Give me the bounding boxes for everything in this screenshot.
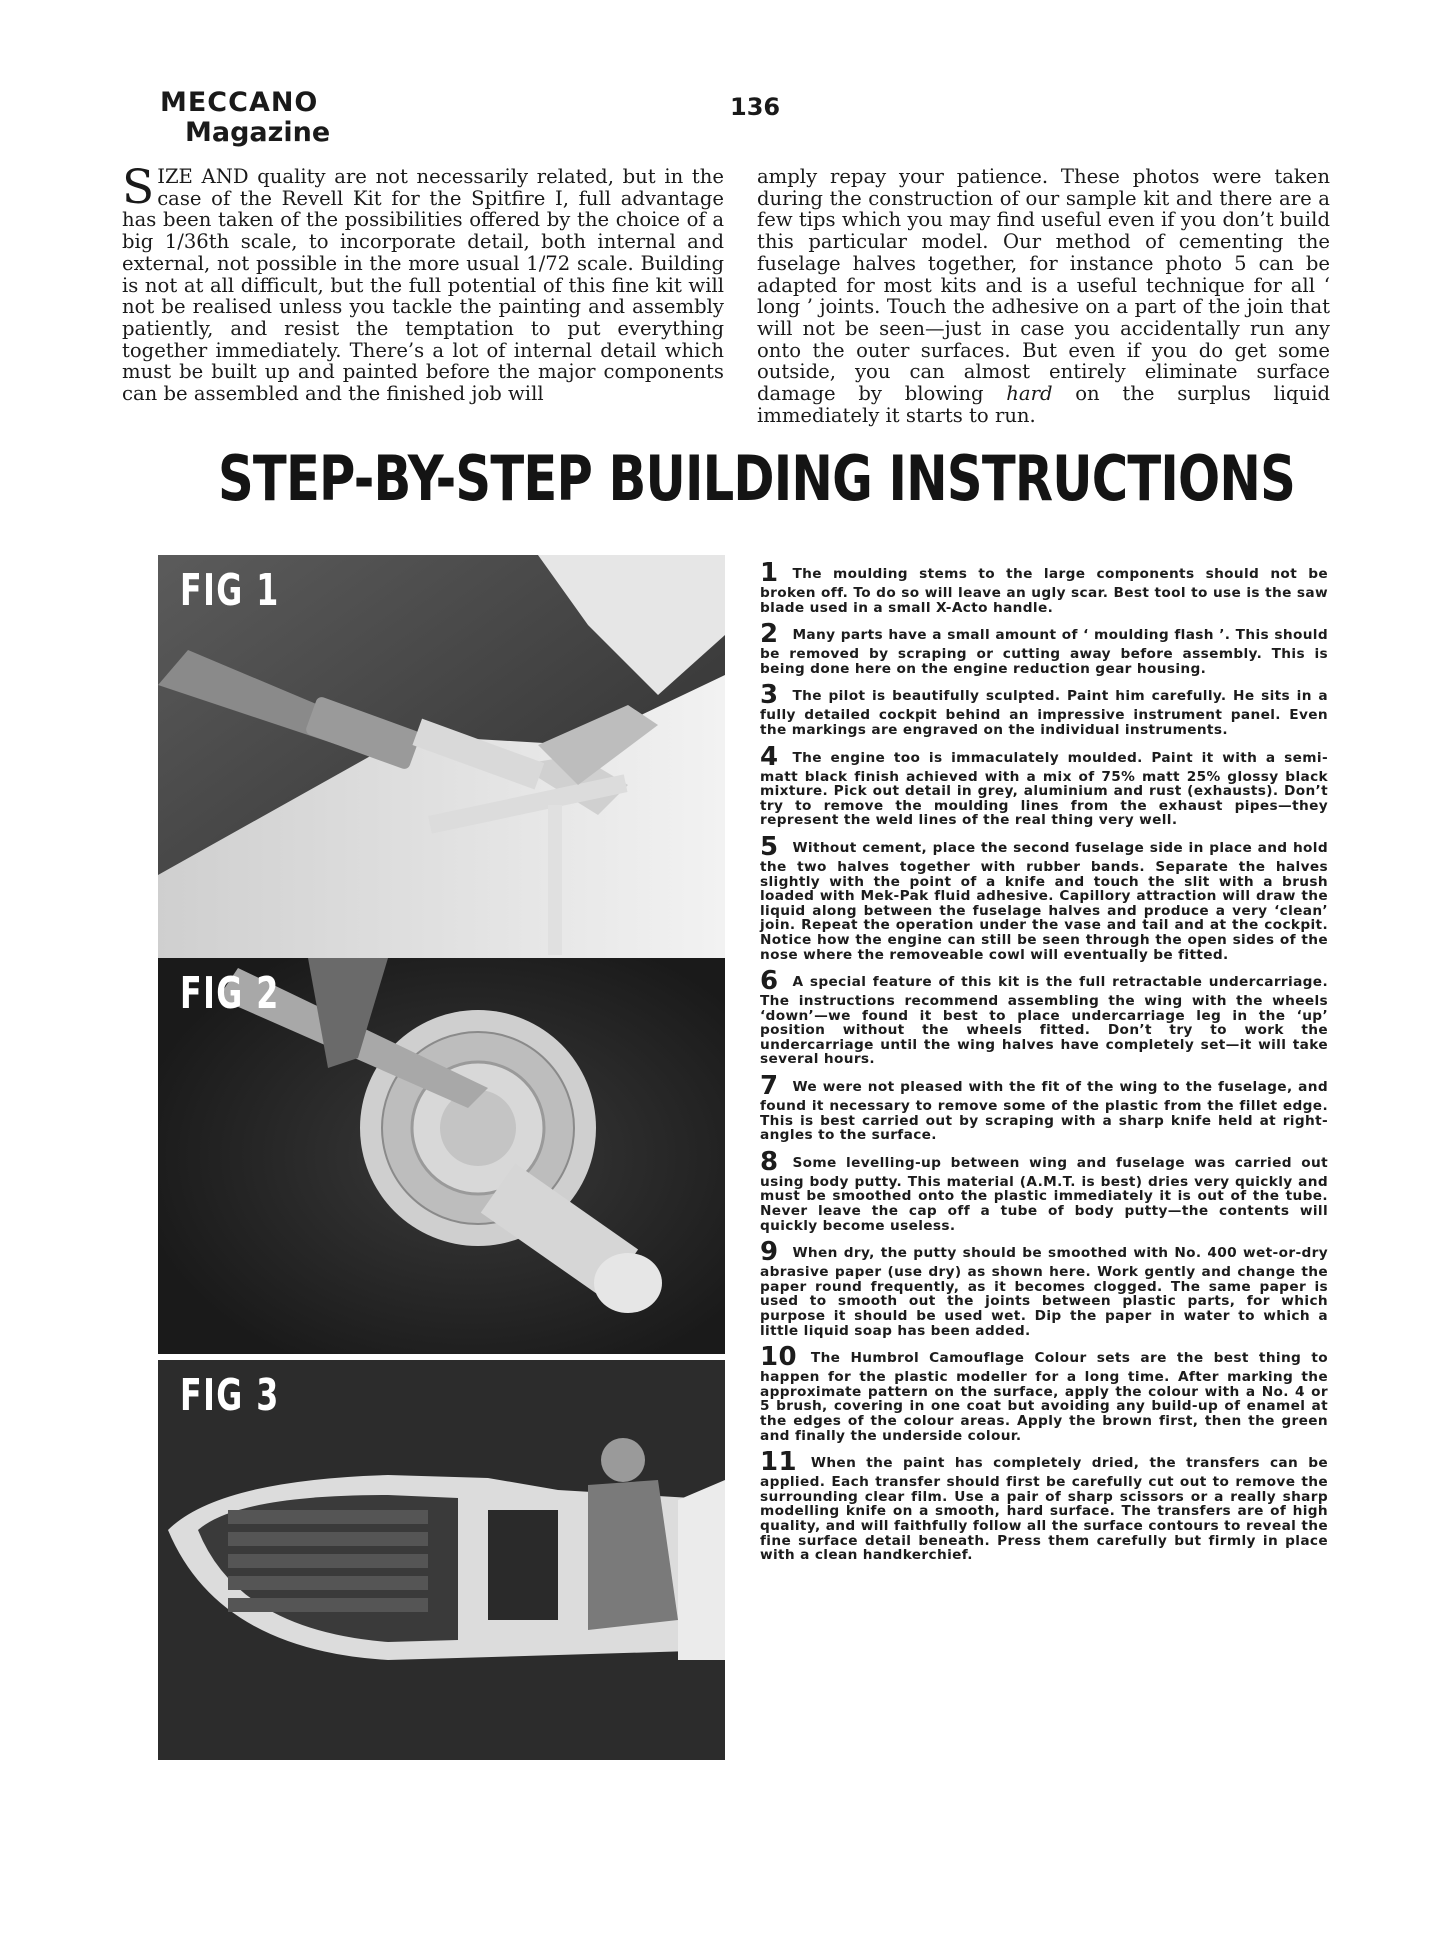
- masthead-subtitle: Magazine: [185, 117, 331, 149]
- step-number: 10: [760, 1342, 797, 1373]
- figure-1-label: FIG 1: [180, 565, 280, 616]
- step-text: When the paint has completely dried, the transfers can be applied. Each transfer should first be carefully cut out to remove the surrounding clear film. Use a pair of sharp scissors or a really sharp modelling knife on a smooth, hard surface. The transfers are of high quality, and will faithfully follow all the surface contours to reveal the fine surface detail beneath. Press them carefully but firmly in place with a clean handkerchief.: [760, 1455, 1328, 1564]
- step-number: 6: [760, 966, 779, 997]
- figure-2-photo: [158, 958, 725, 1354]
- step-item: [760, 968, 1328, 1067]
- intro-column-right: [757, 166, 1330, 426]
- step-item: [760, 621, 1328, 676]
- figure-1-photo: [158, 555, 725, 958]
- page-number: 136: [730, 93, 781, 121]
- step-text: Some levelling-up between wing and fuselage was carried out using body putty. This material (A.M.T. is best) dries very quickly and must be smoothed onto the plastic immediately it is out of the tube. Never leave the cap off a tube of body putty—the contents will quickly become useless.: [760, 1154, 1328, 1234]
- step-text: The moulding stems to the large components should not be broken off. To do so will leave an ugly scar. Best tool to use is the saw blade used in a small X-Acto handle.: [760, 566, 1328, 616]
- step-item: [760, 1146, 1328, 1234]
- step-number: 11: [760, 1447, 797, 1478]
- step-item: [760, 682, 1328, 737]
- intro-right-text-end: on the surplus liquid immediately it starts to run.: [757, 382, 1330, 427]
- step-text: When dry, the putty should be smoothed with No. 400 wet-or-dry abrasive paper (use dry) as shown here. Work gently and change the paper round frequently, as it becomes clogged. The same paper is used to smooth out the joints between plastic parts, for which purpose it should be used wet. Dip the paper in water to which a little liquid soap has been added.: [760, 1245, 1328, 1339]
- intro-column-left: [122, 160, 724, 406]
- step-text: The engine too is immaculately moulded. Paint it with a semi-matt black finish achieved with a mix of 75% matt 25% glossy black mixture. Pick out detail in grey, aluminium and rust (exhausts). Don’t try to remove the moulding lines from the exhaust pipes—they represent the weld lines of the real thing very well.: [760, 749, 1328, 829]
- instruction-steps: [760, 560, 1328, 1569]
- step-number: 3: [760, 680, 779, 711]
- step-text: Many parts have a small amount of ‘ moulding flash ’. This should be removed by scraping or cutting away before assembly. This is being done here on the engine reduction gear housing.: [760, 627, 1328, 677]
- headline: STEP-BY-STEP BUILDING INSTRUCTIONS: [218, 442, 1296, 515]
- figure-2-label: FIG 2: [180, 968, 280, 1019]
- step-item: [760, 560, 1328, 615]
- step-text: A special feature of this kit is the full retractable undercarriage. The instructions recommend assembling the wing with the wheels ‘down’—we found it best to place undercarriage leg in the ‘up’ position without the wheels fitted. Don’t try to work the undercarriage until the wing halves have completely set—it will take several hours.: [760, 974, 1328, 1068]
- step-item: [760, 1239, 1328, 1338]
- figure-3-label: FIG 3: [180, 1370, 280, 1421]
- masthead-title: MECCANO: [160, 87, 319, 118]
- drop-cap: S: [122, 160, 155, 215]
- intro-left-text: IZE AND quality are not necessarily related, but in the case of the Revell Kit for the Spitfire I, full advantage has been taken of the possibilities offered by the choice of a big 1/36th scale, to incorporate detail, both internal and external, not possible in the more usual 1/72 scale. Building is not at all difficult, but the full potential of this fine kit will not be realised unless you tackle the painting and assembly patiently, and resist the temptation to put everything together immediately. There’s a lot of internal detail which must be built up and painted before the major components can be assembled and the finished job will: [122, 165, 724, 406]
- step-item: [760, 831, 1328, 963]
- step-number: 5: [760, 831, 779, 862]
- intro-right-emphasis: hard: [1006, 382, 1053, 406]
- step-item: [760, 1449, 1328, 1563]
- step-text: We were not pleased with the fit of the wing to the fuselage, and found it necessary to remove some of the plastic from the fillet edge. This is best carried out by scraping with a sharp knife held at right-angles to the surface.: [760, 1079, 1328, 1144]
- step-number: 1: [760, 558, 779, 588]
- figure-3-photo: [158, 1360, 725, 1760]
- step-text: Without cement, place the second fuselage side in place and hold the two halves together with rubber bands. Separate the halves slightly with the point of a knife and touch the slit with a brush loaded with Mek-Pak fluid adhesive. Capillory attraction will draw the liquid along between the fuselage halves and produce a very ‘clean’ join. Repeat the operation under the vase and tail and at the cockpit. Notice how the engine can still be seen through the open sides of the nose where the removeable cowl will eventually be fitted.: [760, 839, 1328, 963]
- intro-right-text: amply repay your patience. These photos were taken during the construction of our sample kit and there are a few tips which you may find useful even if you don’t build this particular model. Our method of cementing the fuselage halves together, for instance photo 5 can be adapted for most kits and is a useful technique for all ‘ long ’ joints. Touch the adhesive on a part of the join that will not be seen—just in case you accidentally run any onto the outer surfaces. But even if you do get some outside, you can almost entirely eliminate surface damage by blowing: [757, 165, 1330, 406]
- masthead: [160, 88, 330, 148]
- step-item: [760, 1073, 1328, 1143]
- step-number: 4: [760, 741, 779, 772]
- step-number: 8: [760, 1146, 779, 1177]
- step-number: 2: [760, 619, 779, 650]
- figure-photos: [158, 555, 725, 1760]
- step-item: [760, 741, 1328, 829]
- step-number: 7: [760, 1071, 779, 1102]
- step-number: 9: [760, 1237, 779, 1268]
- step-item: [760, 1344, 1328, 1443]
- step-text: The pilot is beautifully sculpted. Paint him carefully. He sits in a fully detailed cockpit behind an impressive instrument panel. Even the markings are engraved on the individual instruments.: [760, 688, 1328, 738]
- step-text: The Humbrol Camouflage Colour sets are the best thing to happen for the plastic modeller for a long time. After marking the approximate pattern on the surface, apply the colour with a No. 4 or 5 brush, covering in one coat but avoiding any build-up of enamel at the edges of the colour areas. Apply the brown first, then the green and finally the underside colour.: [760, 1350, 1328, 1444]
